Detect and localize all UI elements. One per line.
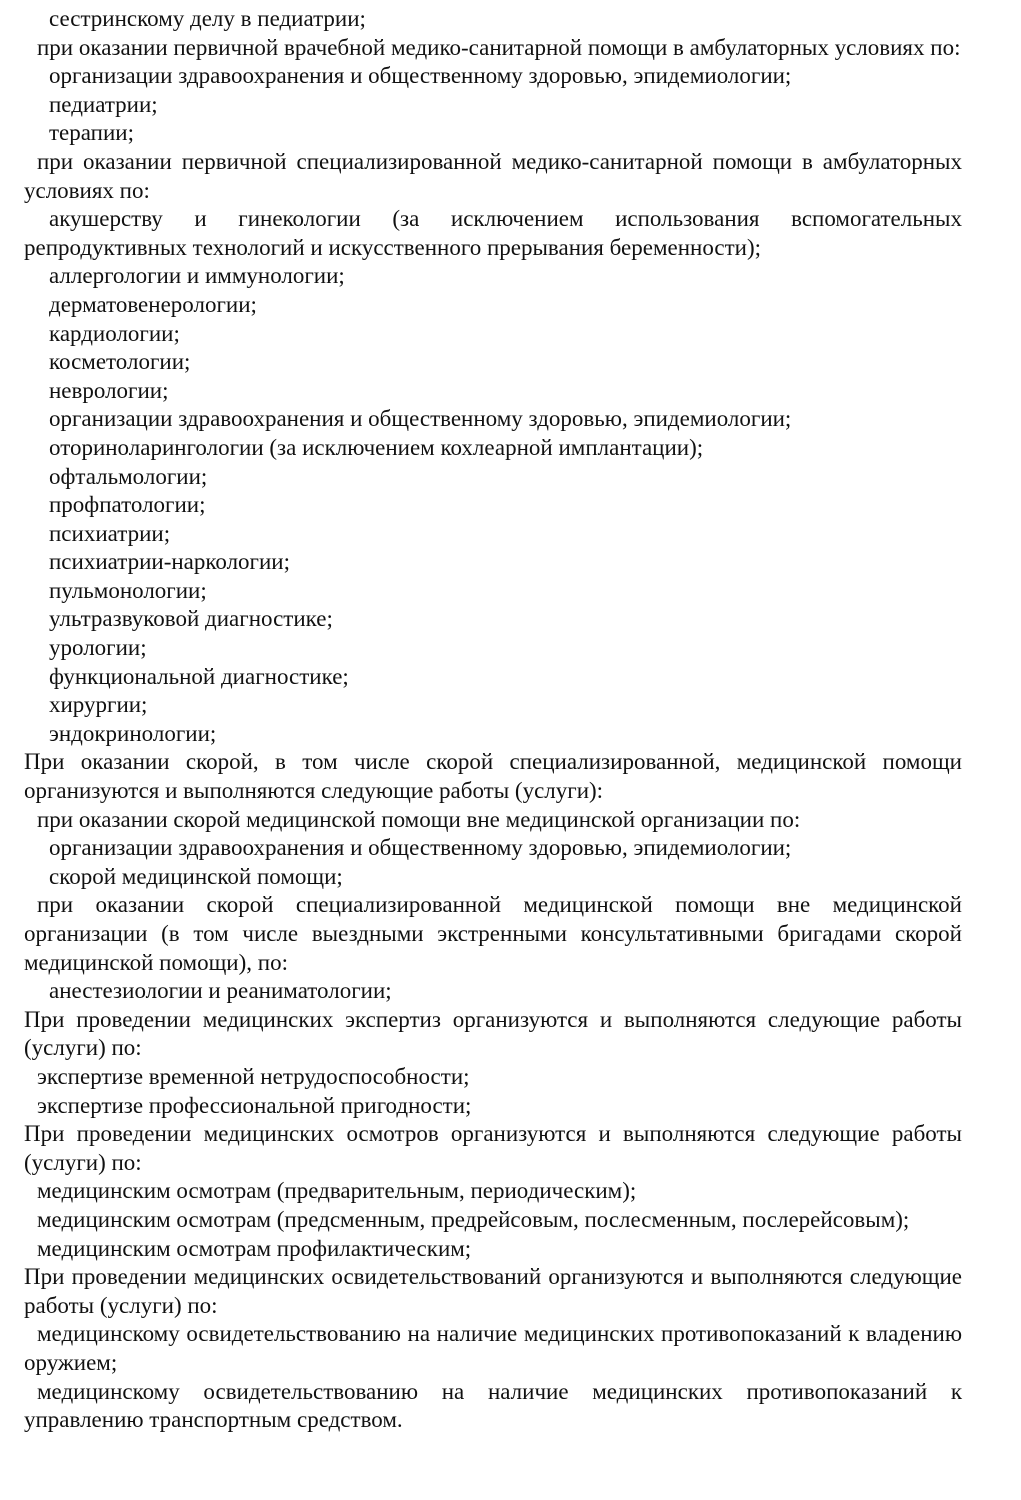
section-paragraph: При проведении медицинских экспертиз организуются и выполняются следующие работы (услуги) по: bbox=[24, 1006, 962, 1061]
list-item: ультразвуковой диагностике; bbox=[49, 606, 333, 632]
list-item: косметологии; bbox=[49, 349, 191, 375]
subsection-item: медицинскому освидетельствованию на наличие медицинских противопоказаний к владению оружием; bbox=[24, 1321, 962, 1375]
subsection-item: при оказании первичной специализированной медико-санитарной помощи в амбулаторных условиях по: bbox=[24, 148, 962, 203]
list-item: офтальмологии; bbox=[49, 463, 208, 489]
section-paragraph: При проведении медицинских освидетельствований организуются и выполняются следующие работы (услуги) по: bbox=[24, 1264, 962, 1318]
list-item: неврологии; bbox=[49, 377, 169, 403]
list-item: психиатрии; bbox=[49, 520, 171, 546]
subsection-item: при оказании скорой медицинской помощи вне медицинской организации по: bbox=[37, 806, 801, 832]
list-item: дерматовенерологии; bbox=[49, 291, 257, 317]
list-item: педиатрии; bbox=[49, 91, 158, 117]
subsection-item: медицинским осмотрам (предварительным, периодическим); bbox=[37, 1178, 637, 1204]
list-item: организации здравоохранения и общественному здоровью, эпидемиологии; bbox=[49, 835, 792, 861]
list-item: психиатрии-наркологии; bbox=[49, 549, 290, 575]
list-item: оториноларингологии (за исключением кохлеарной имплантации); bbox=[49, 434, 704, 460]
section-paragraph: При проведении медицинских осмотров организуются и выполняются следующие работы (услуги) по: bbox=[24, 1121, 962, 1175]
list-item: эндокринологии; bbox=[49, 720, 217, 746]
list-item: аллергологии и иммунологии; bbox=[49, 263, 345, 289]
subsection-item: при оказании первичной врачебной медико-санитарной помощи в амбулаторных условиях по: bbox=[37, 34, 961, 60]
list-item: хирургии; bbox=[49, 692, 148, 718]
subsection-item: медицинскому освидетельствованию на наличие медицинских противопоказаний к управлению транспортным средством. bbox=[24, 1378, 962, 1433]
list-item: урологии; bbox=[49, 635, 147, 661]
list-item: акушерству и гинекологии (за исключением использования вспомогательных репродуктивных технологий и искусственного прерывания беременности); bbox=[24, 206, 962, 260]
list-item: анестезиологии и реаниматологии; bbox=[49, 978, 392, 1004]
subsection-item: экспертизе временной нетрудоспособности; bbox=[37, 1063, 470, 1089]
list-item: скорой медицинской помощи; bbox=[49, 863, 343, 889]
subsection-item: экспертизе профессиональной пригодности; bbox=[37, 1092, 472, 1118]
document-page bbox=[24, 5, 962, 1435]
list-item: функциональной диагностике; bbox=[49, 663, 349, 689]
list-item: пульмонологии; bbox=[49, 577, 207, 603]
section-paragraph: При оказании скорой, в том числе скорой специализированной, медицинской помощи организуются и выполняются следующие работы (услуги): bbox=[24, 749, 962, 804]
list-item: сестринскому делу в педиатрии; bbox=[49, 6, 366, 31]
subsection-item: при оказании скорой специализированной медицинской помощи вне медицинской организации (в том числе выездными экстренными консультативными бригадами скорой медицинской помощи), по: bbox=[24, 892, 962, 975]
list-item: организации здравоохранения и общественному здоровью, эпидемиологии; bbox=[49, 63, 792, 89]
subsection-item: медицинским осмотрам (предсменным, предрейсовым, послесменным, послерейсовым); bbox=[37, 1206, 910, 1232]
list-item: профпатологии; bbox=[49, 492, 206, 518]
list-item: терапии; bbox=[49, 120, 134, 146]
list-item: организации здравоохранения и общественному здоровью, эпидемиологии; bbox=[49, 406, 792, 432]
list-item: кардиологии; bbox=[49, 320, 180, 346]
subsection-item: медицинским осмотрам профилактическим; bbox=[37, 1235, 472, 1261]
